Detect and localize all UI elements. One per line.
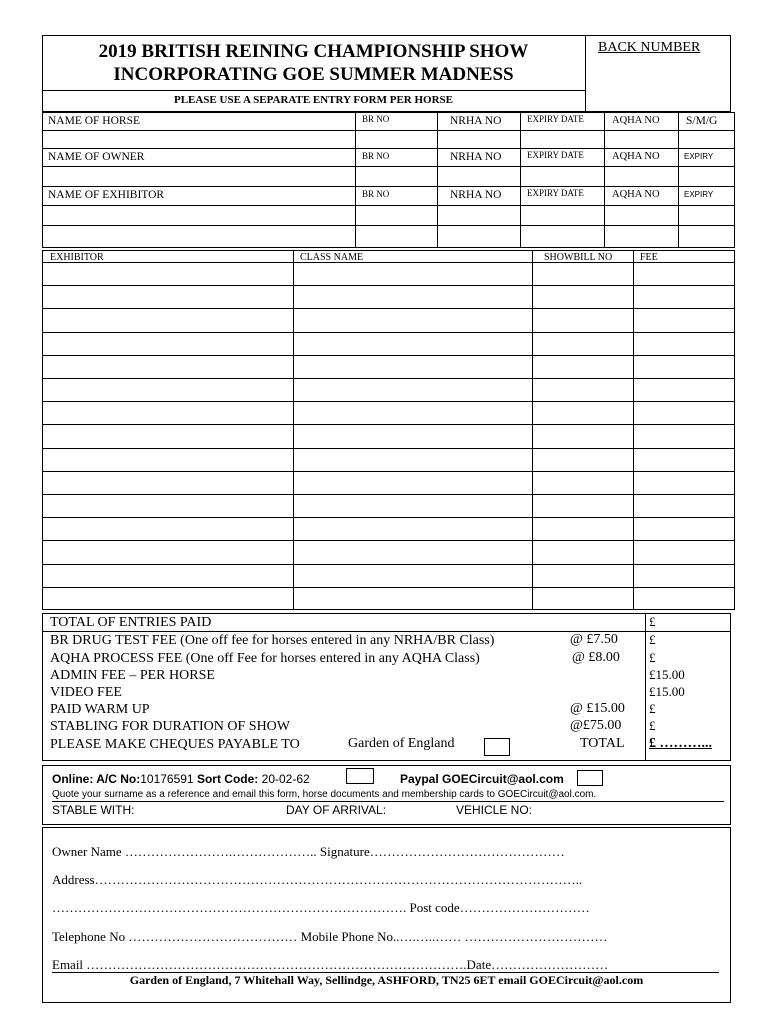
total-entries-label: TOTAL OF ENTRIES PAID	[50, 615, 212, 630]
paid-warm-up-label: PAID WARM UP	[50, 702, 150, 717]
separate-entry-note: PLEASE USE A SEPARATE ENTRY FORM PER HORSE	[173, 94, 454, 106]
table-row[interactable]	[43, 449, 734, 470]
table-row[interactable]	[43, 425, 734, 446]
drug-test-fee-rate: @ £7.50	[570, 632, 618, 647]
back-number-label: BACK NUMBER	[598, 40, 701, 55]
exhibitor-aqha-no-label: AQHA NO	[612, 189, 660, 200]
cheque-checkbox[interactable]	[484, 738, 510, 756]
table-row[interactable]	[43, 541, 734, 562]
total-value: £ ………...	[649, 736, 712, 751]
aqha-process-fee-label: AQHA PROCESS FEE (One off Fee for horses entered in any AQHA Class)	[50, 651, 480, 666]
day-of-arrival-label: DAY OF ARRIVAL:	[286, 803, 387, 817]
form-title-line1: 2019 BRITISH REINING CHAMPIONSHIP SHOW	[98, 41, 529, 62]
email-date-line[interactable]: Email …………………………………………………………………………….Date………………………	[52, 957, 609, 972]
address-line[interactable]: Address…………………………………………………………………………………………………..	[52, 872, 583, 887]
header-divider	[585, 35, 586, 112]
table-row[interactable]	[43, 263, 734, 284]
online-payment-line	[52, 772, 310, 786]
paid-warm-up-rate: @ £15.00	[570, 701, 625, 716]
total-entries-pound: £	[649, 614, 656, 629]
owner-nrha-no-label: NRHA NO	[450, 151, 502, 163]
horse-smg-label: S/M/G	[686, 115, 718, 127]
horse-name-field[interactable]	[43, 131, 354, 147]
header-note-top	[42, 90, 585, 91]
paypal-checkbox[interactable]	[577, 770, 603, 786]
horse-nrha-no-label: NRHA NO	[450, 115, 502, 127]
owner-br-no-label: BR NO	[362, 151, 390, 161]
exhibitor-name-field[interactable]	[43, 206, 354, 247]
drug-test-fee-label: BR DRUG TEST FEE (One off fee for horses entered in any NRHA/BR Class)	[50, 633, 495, 648]
col-header-class-name: CLASS NAME	[300, 252, 364, 263]
col-header-exhibitor: EXHIBITOR	[50, 252, 104, 263]
video-fee-amount: £15.00	[649, 684, 685, 699]
admin-fee-label: ADMIN FEE – PER HORSE	[50, 668, 215, 683]
account-label: Online: A/C No:	[52, 772, 141, 786]
exhibitor-br-no-label: BR NO	[362, 189, 390, 199]
video-fee-label: VIDEO FEE	[50, 685, 122, 700]
exhibitor-nrha-no-label: NRHA NO	[450, 189, 502, 201]
table-row[interactable]	[43, 309, 734, 330]
sort-code-label: Sort Code:	[196, 772, 259, 786]
table-row[interactable]	[43, 402, 734, 423]
table-row[interactable]	[43, 356, 734, 377]
drug-test-fee-pound: £	[649, 632, 656, 647]
stabling-rate: @£75.00	[570, 718, 622, 733]
bank-transfer-checkbox[interactable]	[346, 768, 374, 784]
admin-fee-amount: £15.00	[649, 667, 685, 682]
table-row[interactable]	[43, 565, 734, 586]
aqha-process-fee-rate: @ £8.00	[572, 650, 620, 665]
owner-expiry-label: EXPIRY DATE	[527, 150, 584, 160]
cheques-payee: Garden of England	[348, 736, 455, 751]
form-title-line2: INCORPORATING GOE SUMMER MADNESS	[113, 64, 514, 85]
reference-note: Quote your surname as a reference and email this form, horse documents and membership cards to GOECircuit@aol.com.	[52, 789, 597, 800]
owner-name-field[interactable]	[43, 167, 354, 185]
cheques-payable-label: PLEASE MAKE CHEQUES PAYABLE TO	[50, 737, 300, 752]
table-row[interactable]	[43, 518, 734, 539]
table-row[interactable]	[43, 472, 734, 493]
table-row[interactable]	[43, 333, 734, 354]
name-of-owner-label: NAME OF OWNER	[48, 151, 145, 163]
stabling-label: STABLING FOR DURATION OF SHOW	[50, 719, 291, 734]
exhibitor-expiry-label: EXPIRY DATE	[527, 188, 584, 198]
owner-aqha-expiry-label: EXPIRY	[684, 152, 714, 161]
col-header-showbill-no: SHOWBILL NO	[544, 252, 613, 263]
table-row[interactable]	[43, 286, 734, 307]
col-header-fee: FEE	[640, 252, 658, 263]
horse-aqha-no-label: AQHA NO	[612, 115, 660, 126]
footer-address: Garden of England, 7 Whitehall Way, Sellindge, ASHFORD, TN25 6ET email GOECircuit@aol.com	[129, 973, 644, 987]
account-number: 10176591	[140, 772, 194, 786]
stable-with-label: STABLE WITH:	[52, 803, 135, 817]
stabling-pound: £	[649, 718, 656, 733]
horse-expiry-label: EXPIRY DATE	[527, 114, 584, 124]
paid-warm-up-pound: £	[649, 701, 656, 716]
owner-name-signature-line[interactable]: Owner Name …………………….……………….. Signature………………………………………	[52, 844, 565, 859]
table-row[interactable]	[43, 495, 734, 516]
vehicle-no-label: VEHICLE NO:	[456, 803, 533, 817]
name-of-exhibitor-label: NAME OF EXHIBITOR	[48, 189, 165, 201]
postcode-line[interactable]: ………………………………………………………………………. Post code…………………………	[52, 900, 590, 915]
table-row[interactable]	[43, 379, 734, 400]
exhibitor-aqha-expiry-label: EXPIRY	[684, 190, 714, 199]
telephone-line[interactable]: Telephone No ………………………………… Mobile Phone No..….…..…… ……………………………	[52, 929, 608, 944]
horse-br-no-label: BR NO	[362, 114, 390, 124]
total-label: TOTAL	[580, 736, 625, 751]
owner-aqha-no-label: AQHA NO	[612, 151, 660, 162]
paypal-label: Paypal GOECircuit@aol.com	[400, 772, 564, 786]
table-row[interactable]	[43, 588, 734, 609]
aqha-process-fee-pound: £	[649, 650, 656, 665]
name-of-horse-label: NAME OF HORSE	[48, 115, 141, 127]
sort-code-value: 20-02-62	[261, 772, 310, 786]
